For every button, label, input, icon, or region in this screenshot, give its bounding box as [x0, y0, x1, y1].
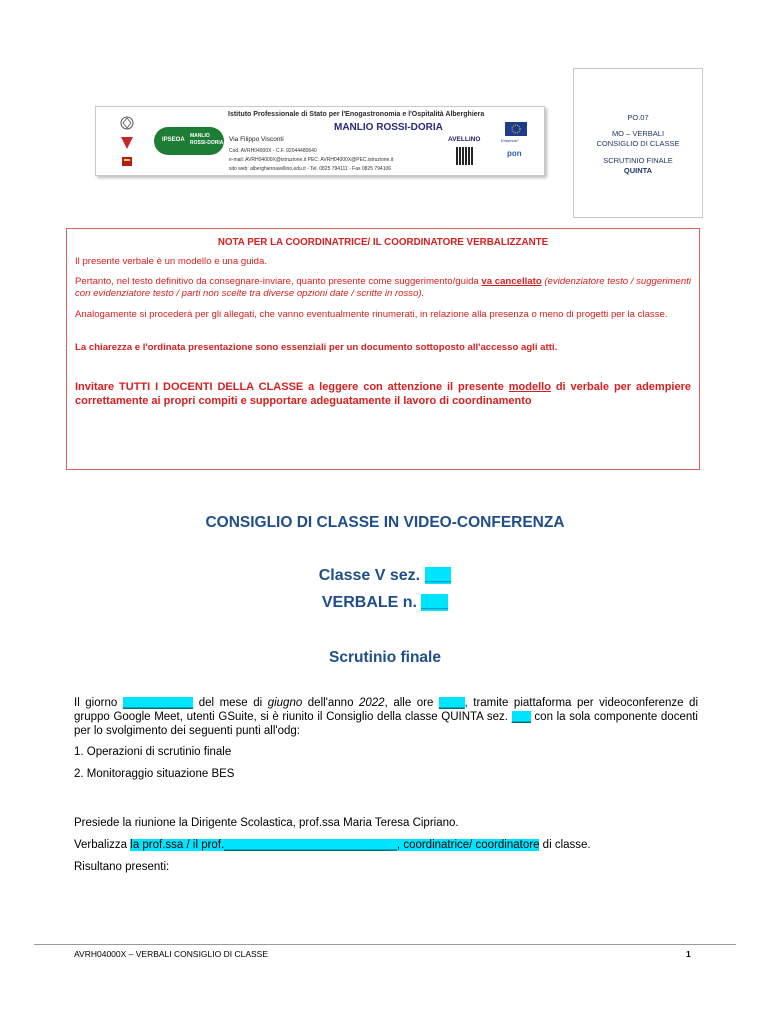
- agenda-item-1: 1. Operazioni di scrutinio finale: [74, 746, 232, 758]
- document-code: PO.07: [627, 113, 649, 122]
- day-blank[interactable]: ___________: [122, 697, 194, 709]
- institute-banner: [95, 106, 545, 176]
- verbalizza-line: [74, 838, 698, 852]
- verbale-line: [0, 594, 770, 612]
- verbalizza-suffix: di classe.: [539, 839, 591, 851]
- note-paragraph-5: [75, 380, 691, 408]
- contact-line-3: sito web: alberghieroavellino.edu.it - Tel. 0825 794111 - Fax 0825 794106: [229, 166, 392, 172]
- school-logo-prefix: IPSEOA: [162, 137, 185, 143]
- class-line: [0, 567, 770, 585]
- footer-divider: [34, 944, 736, 945]
- note-paragraph-3: Analogamente si procederà per gli allegati, che vanno eventualmente rinumerati, in relazione alla presenza o meno di progetti per la classe.: [75, 309, 668, 320]
- verbale-number-blank[interactable]: ___: [421, 594, 449, 611]
- school-logo-line-1: MANLIO: [190, 133, 210, 139]
- verbalizza-label: Verbalizza: [74, 839, 131, 851]
- para-text-2: del mese di: [193, 697, 268, 709]
- note-paragraph-1: Il presente verbale è un modello e una guida.: [75, 256, 268, 267]
- verbalizza-name-blank[interactable]: ___________________________: [224, 839, 397, 851]
- school-logo-line-2: ROSSI-DORIA: [190, 140, 224, 146]
- contact-line-2: e-mail: AVRH04000X@istruzione.it PEC: AVRH04000X@PEC.istruzione.it: [229, 157, 394, 163]
- note-p2-emphasis: va cancellato: [481, 276, 542, 287]
- verbalizza-comma: ,: [396, 839, 404, 851]
- document-category: CONSIGLIO DI CLASSE: [596, 139, 680, 148]
- eu-label: Erasmus+: [501, 138, 520, 143]
- school-logo: [154, 127, 224, 155]
- hour-blank[interactable]: ____: [438, 697, 465, 709]
- note-p2-text: Pertanto, nel testo definitivo da consegnare-inviare, quanto presente come suggerimento/guida: [75, 276, 482, 287]
- class-section-blank[interactable]: ___: [424, 567, 452, 584]
- meeting-year: 2022: [359, 697, 385, 709]
- note-paragraph-4: La chiarezza e l'ordinata presentazione sono essenziali per un documento sottoposto all'accesso agli atti.: [75, 342, 558, 353]
- verbale-label: VERBALE n.: [321, 594, 422, 611]
- para-text-4: , alle ore: [384, 697, 439, 709]
- note-p5-emphasis: modello: [508, 381, 551, 393]
- verbalizza-role-option[interactable]: coordinatrice/ coordinatore: [403, 839, 540, 851]
- document-type: MO – VERBALI: [611, 129, 665, 138]
- pon-logo: pon: [507, 149, 522, 158]
- note-p5-rest: di verbale per adempiere correttamente ai propri compiti e supportare adeguatamente il lavoro di coordinamento: [75, 381, 691, 407]
- document-code-box: [573, 68, 703, 218]
- main-title: CONSIGLIO DI CLASSE IN VIDEO-CONFERENZA: [205, 514, 565, 531]
- school-address: Via Filippo Visconti: [229, 136, 284, 143]
- contact-line-1: Cod. AVRH04000X - C.F. 92044480640: [229, 148, 317, 154]
- qr-code-icon: [456, 147, 474, 165]
- presiede-line: Presiede la riunione la Dirigente Scolastica, prof.ssa Maria Teresa Cipriano.: [74, 817, 459, 829]
- footer-document-label: AVRH04000X – VERBALI CONSIGLIO DI CLASSE: [74, 949, 269, 959]
- para-text-6: con la sola componente docenti per lo svolgimento dei seguenti punti all'odg:: [74, 711, 698, 737]
- para-text-5: , tramite piattaforma per videoconferenze di gruppo Google Meet, utenti GSuite, si è riunito il Consiglio della classe QUINTA sez.: [74, 697, 699, 723]
- meeting-month: giugno: [267, 697, 303, 709]
- note-p5-text: Invitare TUTTI I DOCENTI DELLA CLASSE a leggere con attenzione il presente: [75, 381, 509, 393]
- meeting-paragraph: [74, 696, 698, 738]
- institute-title: Istituto Professionale di Stato per l'Enogastronomia e l'Ospitalità Alberghiera: [228, 111, 485, 118]
- coordinator-note-box: [66, 228, 700, 470]
- subtitle: Scrutinio finale: [329, 649, 441, 666]
- italy-emblem-icon: [116, 115, 138, 176]
- present-line: Risultano presenti:: [74, 861, 170, 873]
- agenda-item-2: 2. Monitoraggio situazione BES: [74, 768, 235, 780]
- class-label: Classe V sez.: [318, 567, 425, 584]
- para-text-3: dell'anno: [302, 697, 359, 709]
- note-p2-detail: (evidenziatore testo / suggerimenti con evidenziatore testo / parti non scelte tra diverse opzioni date / scritte in rosso).: [75, 276, 692, 299]
- note-heading: NOTA PER LA COORDINATRICE/ IL COORDINATORE VERBALIZZANTE: [217, 237, 549, 248]
- eu-flag-icon: [505, 122, 527, 136]
- para-text-1: Il giorno: [74, 697, 123, 709]
- document-session: SCRUTINIO FINALE: [603, 156, 673, 165]
- section-blank[interactable]: ___: [511, 711, 531, 723]
- verbalizza-title-option[interactable]: la prof.ssa / il prof.: [130, 839, 225, 851]
- school-city: AVELLINO: [448, 136, 481, 143]
- note-paragraph-2: [75, 276, 691, 300]
- school-name: MANLIO ROSSI-DORIA: [334, 122, 443, 133]
- page-number: 1: [686, 949, 691, 959]
- document-class: QUINTA: [623, 166, 653, 175]
